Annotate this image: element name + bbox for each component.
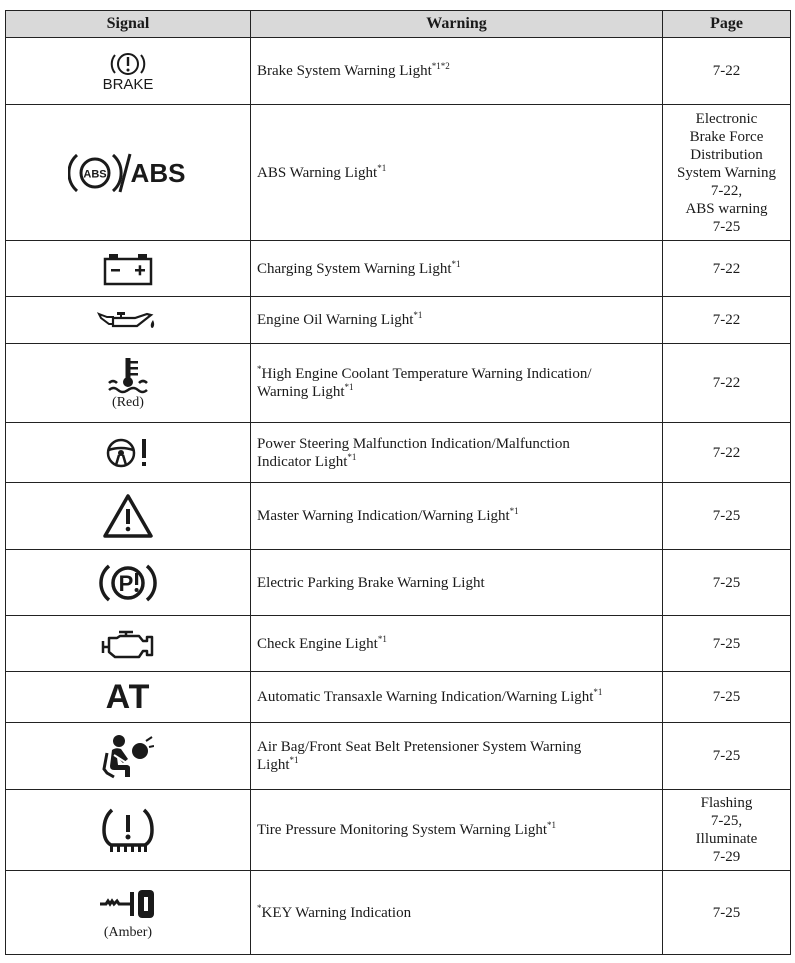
page-header: Page [663, 11, 791, 38]
battery-icon [102, 252, 154, 286]
brake-icon-text: BRAKE [102, 75, 154, 93]
color-caption: (Amber) [103, 925, 153, 940]
signal-cell [6, 297, 251, 344]
warning-cell: Check Engine Light$^{*1}$ [251, 616, 663, 672]
page-cell: 7-25 [663, 871, 791, 955]
page-cell: 7-22 [663, 423, 791, 483]
page-cell: 7-22 [663, 38, 791, 105]
signal-cell [6, 616, 251, 672]
table-row [6, 871, 791, 955]
signal-cell [6, 790, 251, 871]
warning-cell: ABS Warning Light$^{*1}$ [251, 105, 663, 241]
table-row [6, 38, 791, 105]
brake-icon [110, 51, 146, 77]
table-row [6, 723, 791, 790]
table-row [6, 483, 791, 550]
page-cell: 7-25 [663, 483, 791, 550]
warning-cell: *KEY Warning Indication [251, 871, 663, 955]
table-row [6, 790, 791, 871]
warning-cell: *High Engine Coolant Temperature Warning Indication/ Warning Light$^{*1}$ [251, 344, 663, 423]
page-cell: Electronic Brake Force Distribution System Warning 7-22, ABS warning 7-25 [663, 105, 791, 241]
steering-wheel-icon [104, 436, 152, 470]
page-cell: 7-22 [663, 344, 791, 423]
color-caption: (Red) [112, 394, 144, 410]
signal-cell [6, 241, 251, 297]
warning-cell: Brake System Warning Light$^{*1*2}$ [251, 38, 663, 105]
svg-text:ABS: ABS [130, 157, 186, 188]
oil-can-icon [97, 308, 159, 332]
table-row [6, 105, 791, 241]
key-icon [98, 884, 158, 924]
page-cell: 7-25 [663, 723, 791, 790]
parking-brake-icon [99, 560, 157, 606]
signal-cell [6, 550, 251, 616]
page-cell: 7-25 [663, 616, 791, 672]
signal-cell [6, 38, 251, 105]
warning-cell: Master Warning Indication/Warning Light$^{*1}$ [251, 483, 663, 550]
warning-cell: Air Bag/Front Seat Belt Pretensioner System Warning Light$^{*1}$ [251, 723, 663, 790]
table-row [6, 423, 791, 483]
signal-cell [6, 723, 251, 790]
page-cell: 7-25 [663, 672, 791, 723]
coolant-temperature-icon [107, 356, 149, 394]
check-engine-icon [99, 627, 157, 661]
signal-header: Signal [6, 11, 251, 38]
warning-cell: Automatic Transaxle Warning Indication/Warning Light$^{*1}$ [251, 672, 663, 723]
table-row [6, 672, 791, 723]
svg-text:P: P [118, 570, 134, 596]
master-warning-icon [102, 493, 154, 539]
tire-pressure-icon [100, 805, 156, 855]
page-cell: 7-22 [663, 297, 791, 344]
table-row [6, 297, 791, 344]
warning-cell: Engine Oil Warning Light$^{*1}$ [251, 297, 663, 344]
table-row [6, 550, 791, 616]
table-row [6, 344, 791, 423]
signal-cell [6, 871, 251, 955]
warning-header: Warning [251, 11, 663, 38]
warning-cell: Electric Parking Brake Warning Light [251, 550, 663, 616]
table-row [6, 616, 791, 672]
table-header-row [6, 11, 791, 38]
at-icon: AT [105, 677, 151, 716]
svg-text:ABS: ABS [83, 168, 107, 180]
warning-cell: Power Steering Malfunction Indication/Malfunction Indicator Light$^{*1}$ [251, 423, 663, 483]
page-cell: 7-25 [663, 550, 791, 616]
signal-cell [6, 483, 251, 550]
page-cell: Flashing 7-25, Illuminate 7-29 [663, 790, 791, 871]
warning-cell: Tire Pressure Monitoring System Warning Light$^{*1}$ [251, 790, 663, 871]
airbag-icon [102, 733, 154, 779]
signal-cell [6, 423, 251, 483]
abs-icon [68, 150, 188, 196]
table-row [6, 241, 791, 297]
signal-cell [6, 105, 251, 241]
signal-cell [6, 344, 251, 423]
signal-cell [6, 672, 251, 723]
page-cell: 7-22 [663, 241, 791, 297]
warning-cell: Charging System Warning Light$^{*1}$ [251, 241, 663, 297]
warning-lights-table [5, 10, 791, 955]
